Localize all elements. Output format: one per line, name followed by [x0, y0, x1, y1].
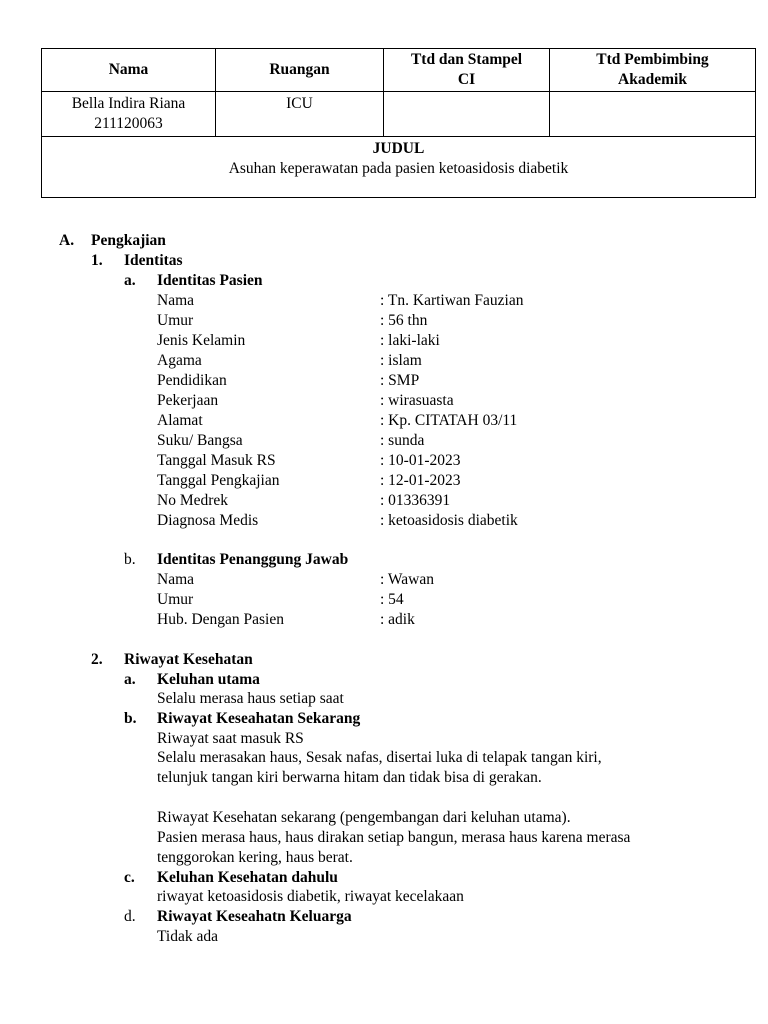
riwayat-sekarang-text: Selalu merasakan haus, Sesak nafas, disertai luka di telapak tangan kiri, — [157, 749, 602, 766]
col-ruangan: Ruangan — [216, 49, 384, 92]
cell-ttd-ci — [384, 92, 550, 137]
sub-2-title: Riwayat Kesehatan — [124, 651, 253, 668]
riwayat-keluarga-text: Tidak ada — [157, 928, 218, 945]
pasien-label: Pendidikan — [157, 372, 227, 389]
keluhan-dahulu-text: riwayat ketoasidosis diabetik, riwayat kecelakaan — [157, 888, 464, 905]
pasien-value: : laki-laki — [380, 332, 440, 349]
cell-ruangan: ICU — [216, 92, 384, 137]
pasien-value: : 56 thn — [380, 312, 428, 329]
pasien-value: : wirasuasta — [380, 392, 454, 409]
riwayat-keluarga-marker: d. — [124, 908, 136, 925]
judul-label: JUDUL — [372, 140, 425, 157]
riwayat-sekarang-title: Riwayat Keseahatan Sekarang — [157, 710, 361, 727]
riwayat-sekarang-text: tenggorokan kering, haus berat. — [157, 849, 353, 866]
penanggung-label: Umur — [157, 591, 194, 608]
pasien-label: Jenis Kelamin — [157, 332, 246, 349]
title-row — [42, 137, 756, 198]
sub-1-title: Identitas — [124, 252, 183, 269]
penanggung-value: : adik — [380, 611, 415, 628]
pasien-value: : sunda — [380, 432, 425, 449]
sub-2-marker: 2. — [91, 651, 103, 668]
pasien-label: Nama — [157, 292, 195, 309]
keluhan-utama-text: Selalu merasa haus setiap saat — [157, 690, 344, 707]
riwayat-keluarga-title: Riwayat Keseahatn Keluarga — [157, 908, 352, 925]
pasien-value: : 12-01-2023 — [380, 472, 461, 489]
penanggung-value: : 54 — [380, 591, 404, 608]
data-row — [42, 92, 756, 137]
pasien-label: Agama — [157, 352, 202, 369]
riwayat-sekarang-text: Riwayat saat masuk RS — [157, 730, 304, 747]
pasien-label: Alamat — [157, 412, 203, 429]
col-ttd-pembimbing: Ttd Pembimbing Akademik — [550, 49, 756, 92]
pasien-label: Tanggal Pengkajian — [157, 472, 280, 489]
header-row — [42, 49, 756, 92]
cell-nama: Bella Indira Riana 211120063 — [42, 92, 216, 137]
penanggung-title: Identitas Penanggung Jawab — [157, 551, 349, 568]
section-a-title: Pengkajian — [91, 232, 166, 249]
sub-1-marker: 1. — [91, 252, 103, 269]
keluhan-utama-title: Keluhan utama — [157, 671, 260, 688]
col-nama: Nama — [42, 49, 216, 92]
section-a-marker: A. — [59, 232, 75, 249]
keluhan-utama-marker: a. — [124, 671, 136, 688]
riwayat-sekarang-text: telunjuk tangan kiri berwarna hitam dan tidak bisa di gerakan. — [157, 769, 542, 786]
cell-judul — [42, 137, 756, 198]
identitas-pasien-title: Identitas Pasien — [157, 272, 263, 289]
keluhan-dahulu-title: Keluhan Kesehatan dahulu — [157, 869, 338, 886]
col-ttd-ci: Ttd dan Stampel CI — [384, 49, 550, 92]
penanggung-label: Nama — [157, 571, 195, 588]
penanggung-marker: b. — [124, 551, 136, 568]
penanggung-value: : Wawan — [380, 571, 434, 588]
pasien-label: Suku/ Bangsa — [157, 432, 243, 449]
keluhan-dahulu-marker: c. — [124, 869, 135, 886]
pasien-label: Umur — [157, 312, 194, 329]
riwayat-sekarang-text: Pasien merasa haus, haus dirakan setiap bangun, merasa haus karena merasa — [157, 829, 631, 846]
pasien-label: Diagnosa Medis — [157, 512, 259, 529]
pasien-value: : 01336391 — [380, 492, 451, 509]
pasien-value: : 10-01-2023 — [380, 452, 461, 469]
pasien-value: : islam — [380, 352, 422, 369]
pasien-value: : ketoasidosis diabetik — [380, 512, 518, 529]
pasien-value: : Kp. CITATAH 03/11 — [380, 412, 518, 429]
cell-ttd-pembimbing — [550, 92, 756, 137]
header-table — [41, 48, 756, 198]
pasien-value: : SMP — [380, 372, 420, 389]
identitas-pasien-marker: a. — [124, 272, 136, 289]
pasien-value: : Tn. Kartiwan Fauzian — [380, 292, 524, 309]
riwayat-sekarang-text: Riwayat Kesehatan sekarang (pengembangan dari keluhan utama). — [157, 809, 571, 826]
pasien-label: Tanggal Masuk RS — [157, 452, 276, 469]
penanggung-label: Hub. Dengan Pasien — [157, 611, 284, 628]
riwayat-sekarang-marker: b. — [124, 710, 137, 727]
pasien-label: Pekerjaan — [157, 392, 219, 409]
pasien-label: No Medrek — [157, 492, 229, 509]
judul-text: Asuhan keperawatan pada pasien ketoasidosis diabetik — [228, 160, 569, 177]
